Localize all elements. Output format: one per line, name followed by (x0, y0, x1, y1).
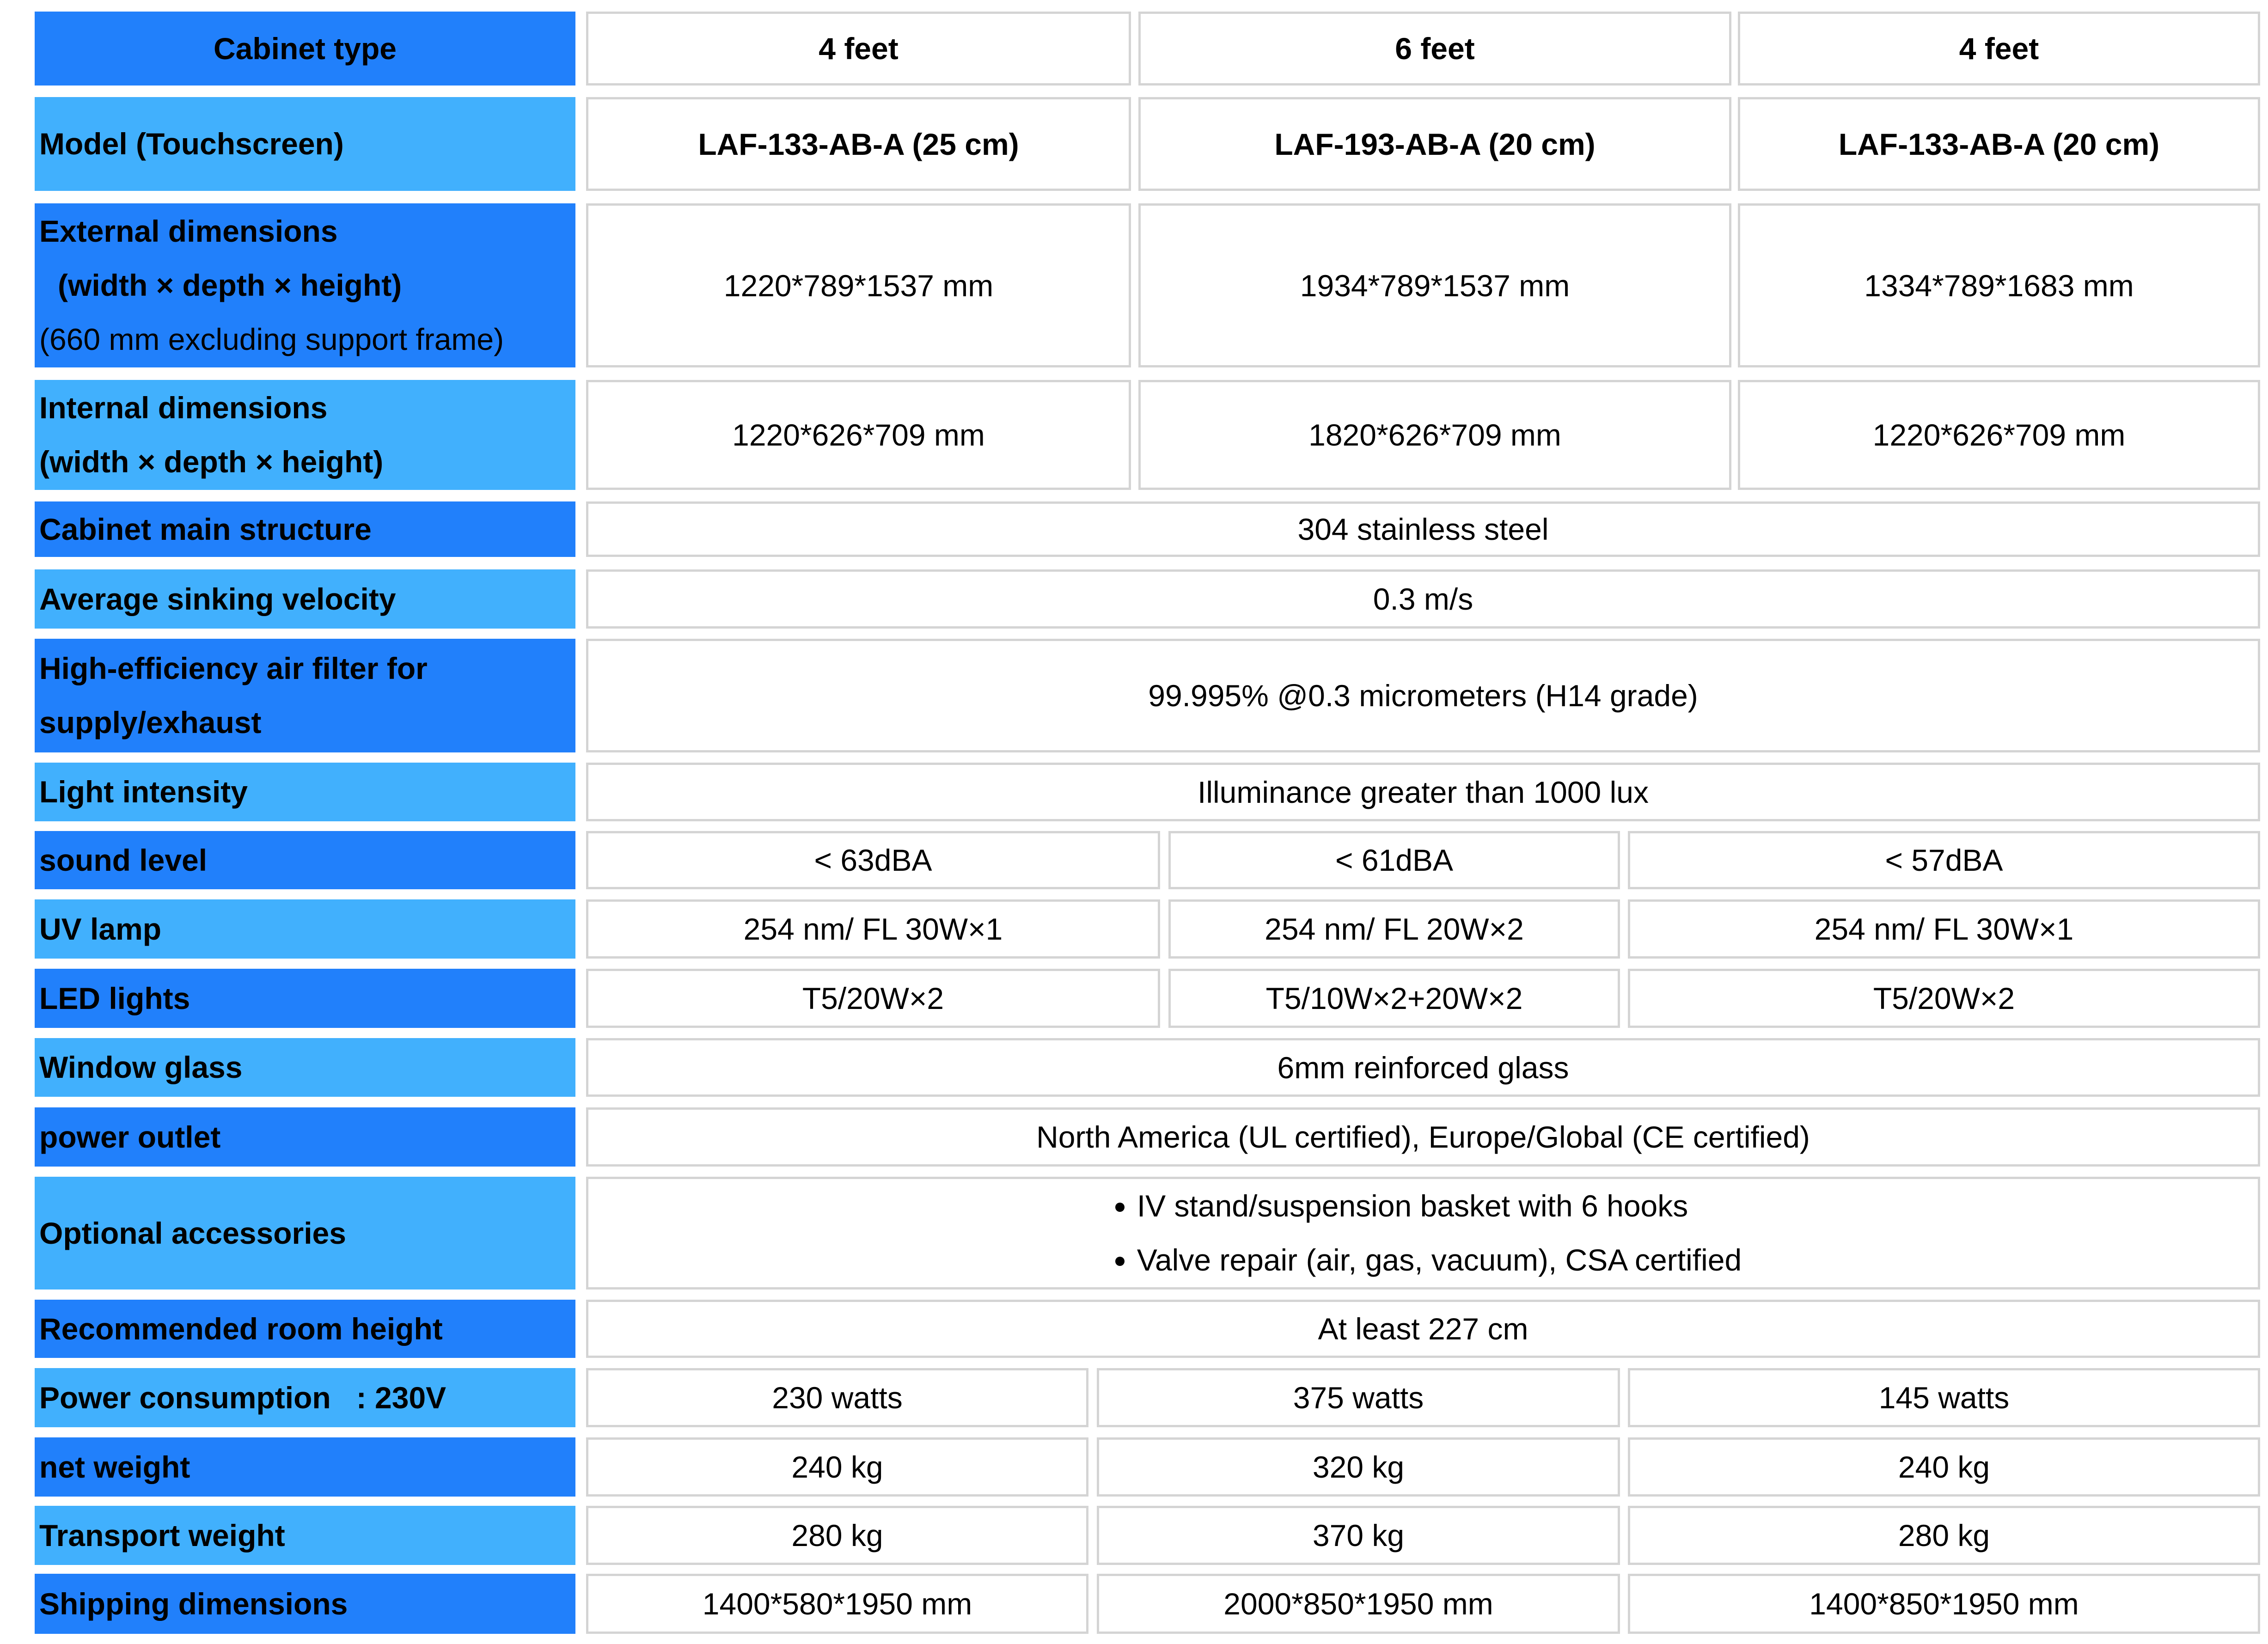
value-cell: 4 feet (586, 12, 1131, 86)
row-label-line: Light intensity (39, 775, 248, 809)
value-cell: T5/20W×2 (1628, 969, 2260, 1028)
value-cell: 1220*626*709 mm (586, 380, 1131, 490)
row-label (35, 12, 575, 86)
value-cell: 375 watts (1097, 1368, 1620, 1427)
value-cell: LAF-193-AB-A (20 cm) (1138, 97, 1731, 191)
value-cell: 254 nm/ FL 30W×1 (586, 899, 1160, 959)
row-label (35, 501, 575, 557)
row-label-line: High-efficiency air filter for (39, 651, 428, 686)
value-cell: 280 kg (1628, 1506, 2260, 1565)
value-cell: Illuminance greater than 1000 lux (586, 763, 2260, 821)
value-cell: 145 watts (1628, 1368, 2260, 1427)
value-cell: 254 nm/ FL 20W×2 (1168, 899, 1620, 959)
row-label (35, 763, 575, 821)
row-label-line: Optional accessories (39, 1216, 346, 1250)
row-label-line: net weight (39, 1449, 190, 1484)
value-cell: T5/10W×2+20W×2 (1168, 969, 1620, 1028)
value-cell: 280 kg (586, 1506, 1088, 1565)
accessory-item: • Valve repair (air, gas, vacuum), CSA certified (1137, 1233, 1742, 1287)
accessory-list (1105, 1179, 1742, 1287)
row-label (35, 1506, 575, 1565)
row-label-line: Cabinet type (213, 31, 397, 66)
row-label-line: Shipping dimensions (39, 1586, 348, 1621)
value-cell: 254 nm/ FL 30W×1 (1628, 899, 2260, 959)
value-cell: 304 stainless steel (586, 501, 2260, 557)
value-cell: 240 kg (586, 1437, 1088, 1497)
row-label (35, 1368, 575, 1427)
value-cell: At least 227 cm (586, 1300, 2260, 1358)
value-cell: < 63dBA (586, 831, 1160, 889)
value-cell: < 57dBA (1628, 831, 2260, 889)
row-label-line: Recommended room height (39, 1311, 443, 1346)
value-cell: 240 kg (1628, 1437, 2260, 1497)
row-label (35, 899, 575, 959)
value-cell: 0.3 m/s (586, 569, 2260, 629)
value-cell: 1934*789*1537 mm (1138, 203, 1731, 367)
row-label (35, 1437, 575, 1497)
value-cell: 1334*789*1683 mm (1738, 203, 2260, 367)
value-cell: 370 kg (1097, 1506, 1620, 1565)
row-label (35, 1177, 575, 1290)
row-label (35, 969, 575, 1028)
value-cell: 1220*626*709 mm (1738, 380, 2260, 490)
value-cell: 1400*850*1950 mm (1628, 1574, 2260, 1634)
row-label (35, 1038, 575, 1097)
value-cell: 1400*580*1950 mm (586, 1574, 1088, 1634)
row-label-line: (660 mm excluding support frame) (39, 322, 504, 356)
row-label-line: Transport weight (39, 1518, 285, 1552)
row-label-line: Power consumption : 230V (39, 1380, 446, 1415)
accessory-item: • IV stand/suspension basket with 6 hooks (1137, 1179, 1742, 1233)
value-cell: LAF-133-AB-A (25 cm) (586, 97, 1131, 191)
row-label-line: Average sinking velocity (39, 581, 396, 616)
row-label-line: Cabinet main structure (39, 512, 372, 546)
row-label (35, 569, 575, 629)
row-label-line: (width × depth × height) (39, 445, 384, 479)
row-label-line: Internal dimensions (39, 391, 328, 425)
row-label (35, 639, 575, 752)
value-cell: 1820*626*709 mm (1138, 380, 1731, 490)
row-label-line: (width × depth × height) (58, 268, 402, 303)
row-label (35, 1300, 575, 1358)
value-cell: 4 feet (1738, 12, 2260, 86)
row-label-line: Window glass (39, 1050, 243, 1085)
value-cell: 6 feet (1138, 12, 1731, 86)
row-label-line: External dimensions (39, 214, 338, 249)
value-cell: 1220*789*1537 mm (586, 203, 1131, 367)
row-label-line: UV lamp (39, 911, 162, 946)
row-label-line: LED lights (39, 981, 190, 1015)
value-cell: T5/20W×2 (586, 969, 1160, 1028)
value-cell: 320 kg (1097, 1437, 1620, 1497)
row-label-line: supply/exhaust (39, 705, 262, 739)
row-label-line: Model (Touchscreen) (39, 127, 344, 161)
value-cell: < 61dBA (1168, 831, 1620, 889)
row-label (35, 380, 575, 490)
value-cell: 2000*850*1950 mm (1097, 1574, 1620, 1634)
row-label-line: power outlet (39, 1119, 221, 1154)
value-cell: 230 watts (586, 1368, 1088, 1427)
row-label (35, 1107, 575, 1167)
row-label (35, 831, 575, 889)
value-cell: 99.995% @0.3 micrometers (H14 grade) (586, 639, 2260, 752)
row-label (35, 97, 575, 191)
value-cell: LAF-133-AB-A (20 cm) (1738, 97, 2260, 191)
value-cell (586, 1177, 2260, 1290)
row-label (35, 1574, 575, 1634)
row-label (35, 203, 575, 367)
row-label-line: sound level (39, 843, 208, 877)
value-cell: North America (UL certified), Europe/Global (CE certified) (586, 1107, 2260, 1167)
value-cell: 6mm reinforced glass (586, 1038, 2260, 1097)
